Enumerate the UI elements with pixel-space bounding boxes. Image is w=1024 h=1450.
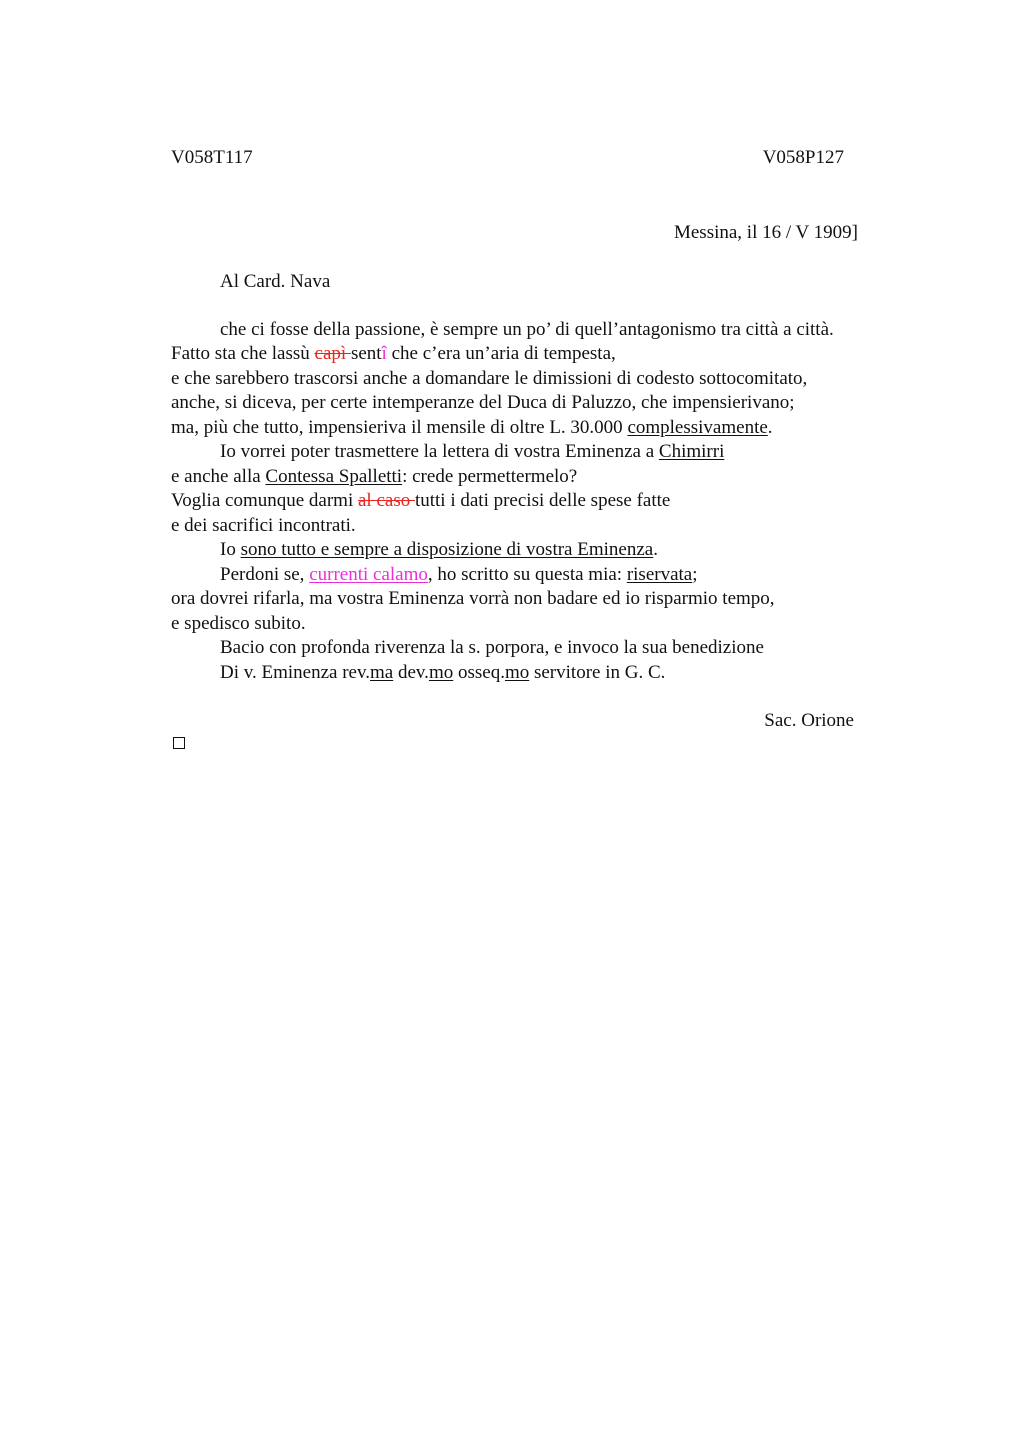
- date-line: Messina, il 16 / V 1909]: [673, 222, 858, 243]
- text-run: e spedisco subito.: [171, 613, 306, 634]
- end-mark-box-icon: [173, 737, 185, 749]
- body-line-14: [220, 636, 764, 660]
- text-run: Voglia comunque darmi: [171, 490, 358, 511]
- text-run: e che sarebbero trascorsi anche a domandare le dimissioni di codesto sottocomitato,: [171, 368, 808, 389]
- deleted-text: capì: [314, 343, 351, 364]
- inserted-underlined-text: currenti calamo: [309, 564, 428, 585]
- body-line-9: [171, 514, 356, 538]
- body-line-13: [171, 612, 306, 636]
- underlined-text: riservata: [626, 564, 693, 585]
- body-line-10: [220, 538, 658, 562]
- underlined-text: ma: [370, 662, 394, 683]
- body-line-6: [220, 440, 724, 464]
- document-code-right: V058P127: [762, 147, 844, 168]
- text-run: che c’era un’aria di tempesta,: [386, 343, 616, 364]
- body-line-3: [171, 367, 807, 391]
- text-run: Fatto sta che lassù: [171, 343, 315, 364]
- text-run: sent: [350, 343, 382, 364]
- deleted-text: al caso: [357, 490, 415, 511]
- text-run: dev.: [393, 662, 429, 683]
- text-run: .: [653, 539, 658, 560]
- underlined-text: mo: [428, 662, 454, 683]
- document-code-left: V058T117: [171, 147, 253, 168]
- text-run: tutti i dati precisi delle spese fatte: [414, 490, 671, 511]
- text-run: .: [767, 417, 773, 438]
- underlined-text: Contessa Spalletti: [265, 466, 403, 487]
- text-run: Di v. Eminenza rev.: [220, 662, 371, 683]
- text-run: ma, più che tutto, impensieriva il mensile di oltre L. 30.000: [171, 417, 628, 438]
- text-run: che ci fosse della passione, è sempre un po’ di quell’antagonismo tra città a città.: [220, 319, 834, 340]
- text-run: servitore in G. C.: [529, 662, 666, 683]
- body-line-11: [220, 563, 698, 587]
- signature: Sac. Orione: [764, 710, 854, 731]
- underlined-text: complessivamente: [627, 417, 768, 438]
- addressee: Al Card. Nava: [220, 271, 331, 292]
- text-run: , ho scritto su questa mia:: [427, 564, 627, 585]
- text-run: Bacio con profonda riverenza la s. porpora, e invoco la sua benedizione: [220, 637, 764, 658]
- text-run: Io: [220, 539, 241, 560]
- inserted-text: î: [381, 343, 387, 364]
- underlined-text: mo: [504, 662, 530, 683]
- text-run: anche, si diceva, per certe intemperanze del Duca di Paluzzo, che impensierivano;: [171, 392, 795, 413]
- body-line-12: [171, 587, 775, 611]
- text-run: ora dovrei rifarla, ma vostra Eminenza vorrà non badare ed io risparmio tempo,: [171, 588, 775, 609]
- text-run: Perdoni se,: [220, 564, 310, 585]
- body-line-1: [220, 318, 834, 342]
- underlined-text: sono tutto e sempre a disposizione di vostra Eminenza: [240, 539, 654, 560]
- body-line-7: [171, 465, 577, 489]
- underlined-text: Chimirri: [658, 441, 725, 462]
- text-run: Io vorrei poter trasmettere la lettera di vostra Eminenza a: [220, 441, 659, 462]
- closing-line: [220, 661, 665, 685]
- body-line-2: [171, 342, 616, 366]
- text-run: ;: [692, 564, 698, 585]
- text-run: osseq.: [453, 662, 505, 683]
- text-run: e anche alla: [171, 466, 266, 487]
- text-run: : crede permettermelo?: [402, 466, 578, 487]
- text-run: e dei sacrifici incontrati.: [171, 515, 356, 536]
- body-line-4: [171, 391, 795, 415]
- body-line-8: [171, 489, 670, 513]
- body-line-5: [171, 416, 773, 440]
